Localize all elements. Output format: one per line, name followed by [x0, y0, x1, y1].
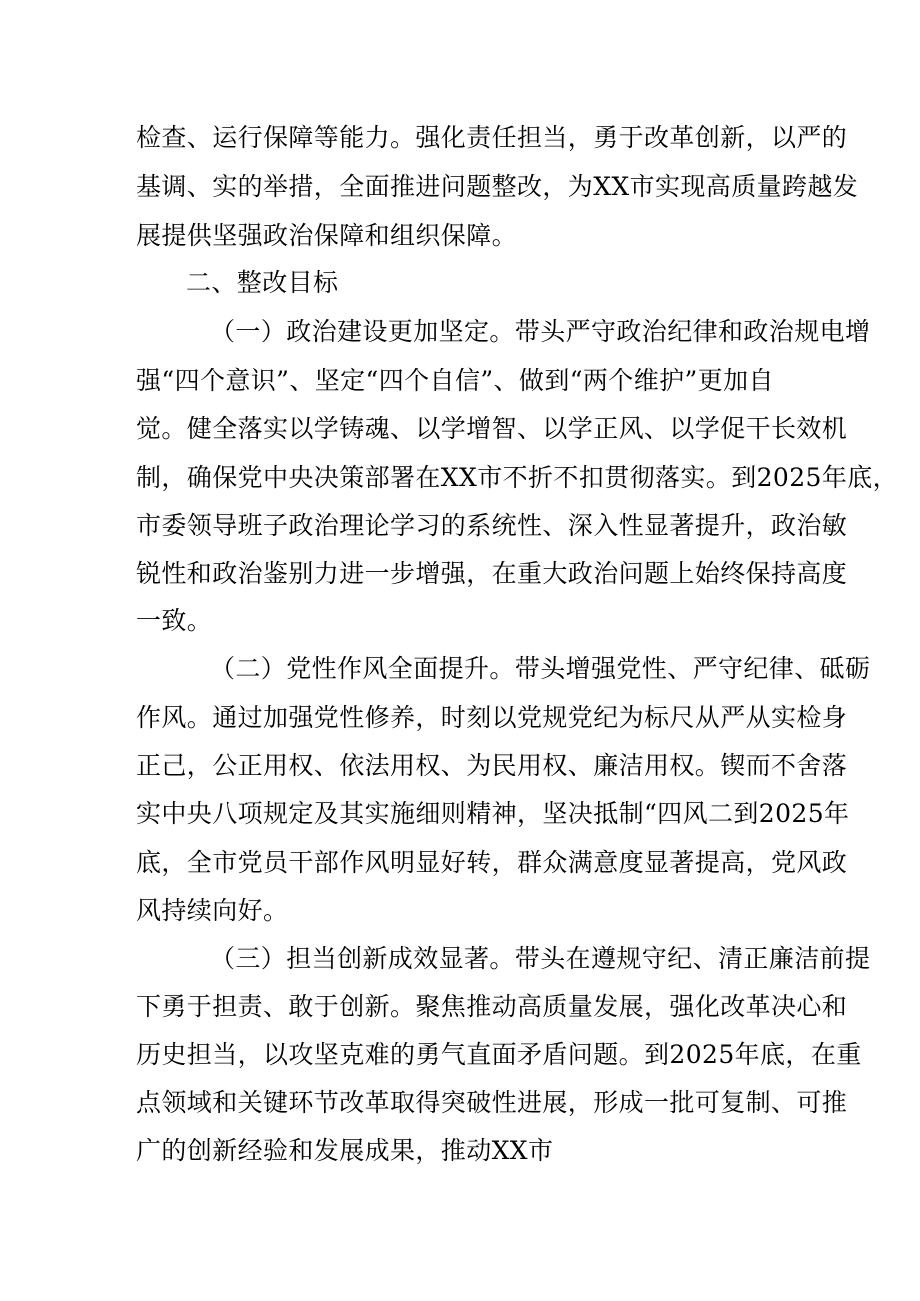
text-line: 历史担当，以攻坚克难的勇气直面矛盾问题。到2025年底，在重	[136, 1040, 862, 1069]
text-line: 正己，公正用权、依法用权、为民用权、廉洁用权。锲而不舍落	[136, 751, 848, 780]
text-line: 强“四个意识”、坚定“四个自信”、做到“两个维护”更加自	[136, 366, 774, 395]
text-line: 市委领导班子政治理论学习的系统性、深入性显著提升，政治敏	[136, 511, 848, 540]
text-line: 风持续向好。	[136, 896, 289, 925]
text-line: （二）党性作风全面提升。带头增强党性、严守纪律、砥砺	[210, 654, 871, 683]
text-line: 检查、运行保障等能力。强化责任担当，勇于改革创新，以严的	[136, 123, 848, 152]
text-line: 实中央八项规定及其实施细则精神，坚决抵制“四风二到2025年	[136, 799, 850, 828]
text-line: 基调、实的举措，全面推进问题整改，为XX市实现高质量跨越发	[136, 172, 859, 201]
text-line: 广的创新经验和发展成果，推动XX市	[136, 1136, 554, 1165]
text-line: 点领域和关键环节改革取得突破性进展，形成一批可复制、可推	[136, 1088, 848, 1117]
text-line: 下勇于担责、敢于创新。聚焦推动高质量发展，强化改革决心和	[136, 992, 848, 1021]
text-line: 一致。	[136, 606, 213, 635]
text-line: （三）担当创新成效显著。带头在遵规守纪、清正廉洁前提	[210, 944, 871, 973]
section-heading: 二、整改目标	[186, 268, 339, 297]
text-line: 底，全市党员干部作风明显好转，群众满意度显著提高，党风政	[136, 848, 848, 877]
text-line: 展提供坚强政治保障和组织保障。	[136, 221, 518, 250]
text-line: 锐性和政治鉴别力进一步增强，在重大政治问题上始终保持高度	[136, 559, 848, 588]
text-line: 觉。健全落实以学铸魂、以学增智、以学正风、以学促干长效机	[136, 414, 848, 443]
text-line: （一）政治建设更加坚定。带头严守政治纪律和政治规电增	[210, 317, 871, 346]
text-line: 作风。通过加强党性修养，时刻以党规党纪为标尺从严从实检身	[136, 703, 848, 732]
text-line: 制，确保党中央决策部署在XX市不折不扣贯彻落实。到2025年底，	[136, 463, 899, 492]
